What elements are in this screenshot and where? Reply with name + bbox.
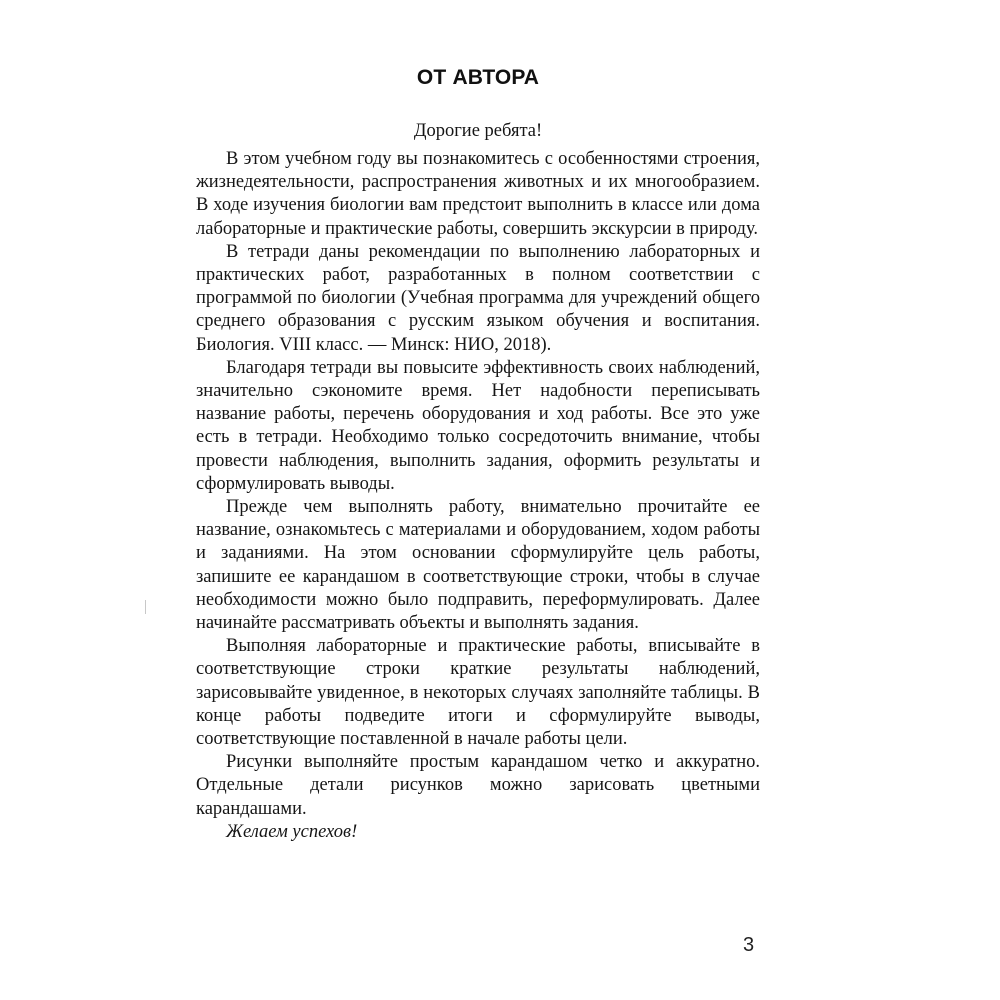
paragraph: Рисунки выполняйте простым карандашом четко и аккуратно. Отдельные детали рисунков можно зарисовать цветными карандашами. <box>196 752 760 819</box>
page-number: 3 <box>743 934 755 956</box>
paragraph: Благодаря тетради вы повысите эффективность своих наблюдений, значительно сэкономите время. Нет надобности переписывать название работы, перечень оборудования и ход работы. Все это уже есть в тетради. Необходимо только сосредоточить внимание, чтобы провести наблюдения, выполнить задания, оформить результаты и сформулировать выводы. <box>196 357 760 494</box>
paragraph: В тетради даны рекомендации по выполнению лабораторных и практических работ, разработанных в полном соответствии с программой по биологии (Учебная программа для учреждений общего среднего образования с русским языком обучения и воспитания. Биология. VIII класс. — Минск: НИО, 2018). <box>196 241 760 355</box>
body-text <box>196 148 760 844</box>
margin-mark <box>145 600 146 614</box>
paragraph: Прежде чем выполнять работу, внимательно прочитайте ее название, ознакомьтесь с материалами и оборудованием, ходом работы и заданиями. На этом основании сформулируйте цель работы, запишите ее карандашом в соответствующие строки, чтобы в случае необходимости можно было подправить, переформулировать. Далее начинайте рассматривать объекты и выполнять задания. <box>196 497 760 634</box>
page-title: ОТ АВТОРА <box>416 66 540 89</box>
paragraph: В этом учебном году вы познакомитесь с особенностями строения, жизнедеятельности, распространения животных и их многообразием. В ходе изучения биологии вам предстоит выполнить в классе или дома лабораторные и практические работы, совершить экскурсии в природу. <box>196 149 760 239</box>
closing-wish: Желаем успехов! <box>226 821 358 842</box>
greeting: Дорогие ребята! <box>413 121 543 141</box>
paragraph: Выполняя лабораторные и практические работы, вписывайте в соответствующие строки краткие результаты наблюдений, зарисовывайте увиденное, в некоторых случаях заполняйте таблицы. В конце работы подведите итоги и сформулируйте выводы, соответствующие поставленной в начале работы цели. <box>196 636 760 750</box>
